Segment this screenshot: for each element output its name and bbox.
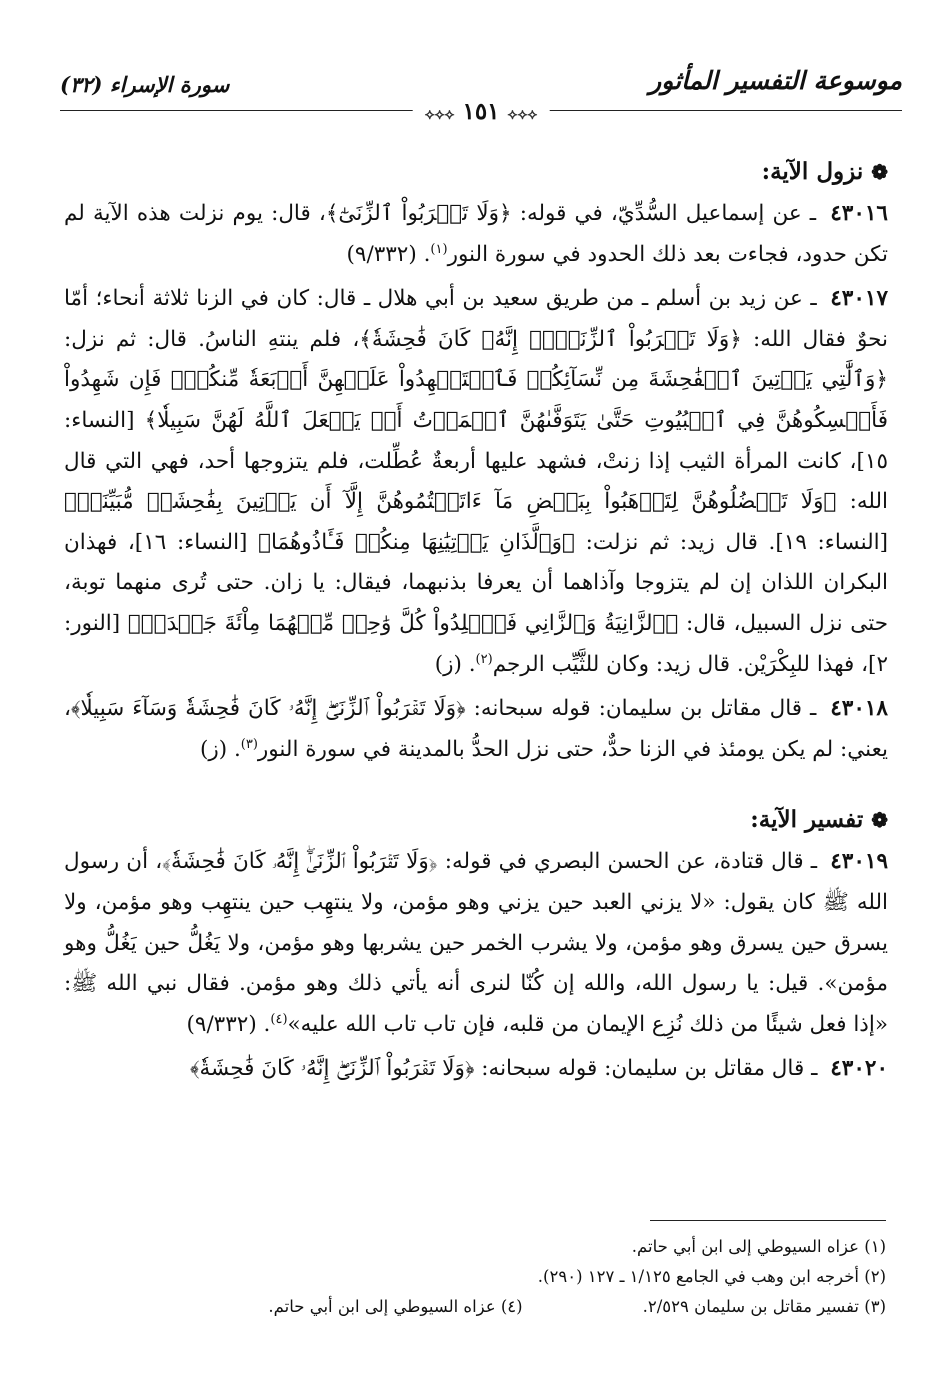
- ornament-icon: ⟡⟡⟡: [507, 105, 538, 123]
- surah-title: سورة الإسراء (٣٢): [60, 72, 230, 97]
- footnote-ref[interactable]: (١): [430, 241, 448, 257]
- narration-paragraph: [64, 194, 888, 275]
- narration-tail: . (ز): [199, 736, 241, 762]
- narration-text: ـ قال قتادة، عن الحسن البصري في قوله: ﴿وَلَا تَقۡرَبُواْ ٱلزِّنَىٰٓۖ إِنَّهُۥ كَانَ فَٰحِشَةٗ﴾، أن رسول الله ﷺ كان يقول: «لا يزني العبد حين يزني وهو مؤمن، ولا ينتهِب حين ينتهِب وهو مؤمن، ولا يسرق حين يسرق وهو مؤمن، ولا يشرب الخمر حين يشربها وهو مؤمن، ولا يَغُلُّ حين يَغُلُّ وهو مؤمن». قيل: يا رسول الله، والله إن كُنّا لنرى أنه يأتي ذلك وهو مؤمن. فقال نبي الله ﷺ: «إذا فعل شيئًا من ذلك نُزِع الإيمان من قلبه، فإن تاب تاب الله عليه»: [64, 849, 888, 1037]
- footnote-2: (٢) أخرجه ابن وهب في الجامع ١/١٢٥ ـ ١٢٧ (٢٩٠).: [537, 1267, 886, 1286]
- page-header: [60, 66, 902, 136]
- flower-ornament-icon: ❁: [871, 160, 888, 184]
- footnote-separator: [650, 1220, 886, 1221]
- book-title: موسوعة التفسير المأثور: [649, 66, 902, 95]
- narration-text: ـ عن زيد بن أسلم ـ من طريق سعيد بن أبي هلال ـ قال: كان في الزنا ثلاثة أنحاء؛ أمّا نحوٌ فقال الله: ﴿وَلَا تَقۡرَبُواْ ٱلزِّنَىٰٓۖ إِنَّهُۥ كَانَ فَٰحِشَةٗ﴾، فلم ينتهِ الناسُ. قال: ثم نزل: ﴿وَٱلَّٰتِي يَأۡتِينَ ٱلۡفَٰحِشَةَ مِن نِّسَآئِكُمۡ فَٱسۡتَشۡهِدُواْ عَلَيۡهِنَّ أَرۡبَعَةٗ مِّنكُمۡۖ فَإِن شَهِدُواْ فَأَمۡسِكُوهُنَّ فِي ٱلۡبُيُوتِ حَتَّىٰ يَتَوَفَّىٰهُنَّ ٱلۡمَوۡتُ أَوۡ يَجۡعَلَ ٱللَّهُ لَهُنَّ سَبِيلٗا﴾ [النساء: ١٥]، كانت المرأة الثيب إذا زنتْ، فشهد عليها أربعةٌ عُطِّلت، فلم يتزوجها أحد، فهي التي قال الله: ﴿وَلَا تَعۡضُلُوهُنَّ لِتَذۡهَبُواْ بِبَعۡضِ مَآ ءَاتَيۡتُمُوهُنَّ إِلَّآ أَن يَأۡتِينَ بِفَٰحِشَةٖ مُّبَيِّنَةٖ﴾ [النساء: ١٩]. قال زيد: ثم نزلت: ﴿وَٱلَّذَانِ يَأۡتِيَٰنِهَا مِنكُمۡ فَـَٔاذُوهُمَا﴾ [النساء: ١٦]، فهذان البكران اللذان إن لم يتزوجا وآذاهما أن يعرفا بذنبهما، فيقال: يا زان. حتى تُرى منهما توبة، حتى نزل السبيل، قال: ﴿ٱلزَّانِيَةُ وَٱلزَّانِي فَٱجۡلِدُواْ كُلَّ وَٰحِدٖ مِّنۡهُمَا مِاْئَةَ جَلۡدَةٖ﴾ [النور: ٢]، فهذا للبِكْرَيْن. قال زيد: وكان للثَّيِّب الرجم: [64, 286, 888, 677]
- narration-number: ٤٣٠١٧: [830, 286, 888, 312]
- footnote-ref[interactable]: (٢): [475, 651, 493, 667]
- footnote-1: (١) عزاه السيوطي إلى ابن أبي حاتم.: [631, 1237, 886, 1256]
- page-number: ١٥١: [462, 98, 500, 125]
- narration-tail: . (٩/٣٣٢): [186, 1011, 271, 1037]
- narration-number: ٤٣٠١٨: [830, 696, 888, 722]
- narration-text: ـ قال مقاتل بن سليمان: قوله سبحانه: ﴿وَلَا تَقۡرَبُواْ ٱلزِّنَىٰٓۖ إِنَّهُۥ كَانَ فَٰحِشَةٗ وَسَآءَ سَبِيلٗا﴾، يعني: لم يكن يومئذ في الزنا حدٌّ، حتى نزل الحدُّ بالمدينة في سورة النور: [64, 696, 888, 762]
- narration-paragraph: [64, 279, 888, 685]
- main-text: [64, 152, 888, 1094]
- footnote-4: (٤) عزاه السيوطي إلى ابن أبي حاتم.: [268, 1297, 523, 1316]
- footnote-ref[interactable]: (٤): [270, 1011, 288, 1027]
- page-number-block: [413, 98, 550, 125]
- narration-number: ٤٣٠٢٠: [830, 1056, 888, 1082]
- narration-number: ٤٣٠١٦: [830, 201, 888, 226]
- narration-number: ٤٣٠١٩: [830, 849, 888, 875]
- narration-paragraph: [64, 689, 888, 770]
- flower-ornament-icon: ❁: [871, 808, 888, 833]
- narration-tail: . (ز): [434, 651, 476, 677]
- narration-text: ـ قال مقاتل بن سليمان: قوله سبحانه: ﴿وَلَا تَقۡرَبُواْ ٱلزِّنَىٰٓۖ إِنَّهُۥ كَانَ فَٰحِشَةٗ﴾: [189, 1056, 818, 1082]
- narration-paragraph: [64, 842, 888, 1045]
- narration-paragraph: [64, 1049, 888, 1090]
- footnotes: [62, 1232, 886, 1322]
- narration-tail: . (٩/٣٣٢): [346, 241, 431, 267]
- footnote-3: (٣) تفسير مقاتل بن سليمان ٢/٥٢٩.: [642, 1297, 886, 1316]
- narration-text: ـ عن إسماعيل السُّدِّيّ، في قوله: ﴿وَلَا تَقۡرَبُواْ ٱلزِّنَىٰٓ﴾، قال: يوم نزلت هذه الآية لم تكن حدود، فجاءت بعد ذلك الحدود في سورة النور: [64, 201, 888, 267]
- ornament-icon: ⟡⟡⟡: [424, 105, 455, 123]
- footnote-row: [62, 1292, 886, 1322]
- section-title: ❁نزول الآية:: [761, 158, 888, 185]
- footnote-ref[interactable]: (٣): [240, 736, 258, 752]
- section-title: ❁تفسير الآية:: [750, 806, 888, 834]
